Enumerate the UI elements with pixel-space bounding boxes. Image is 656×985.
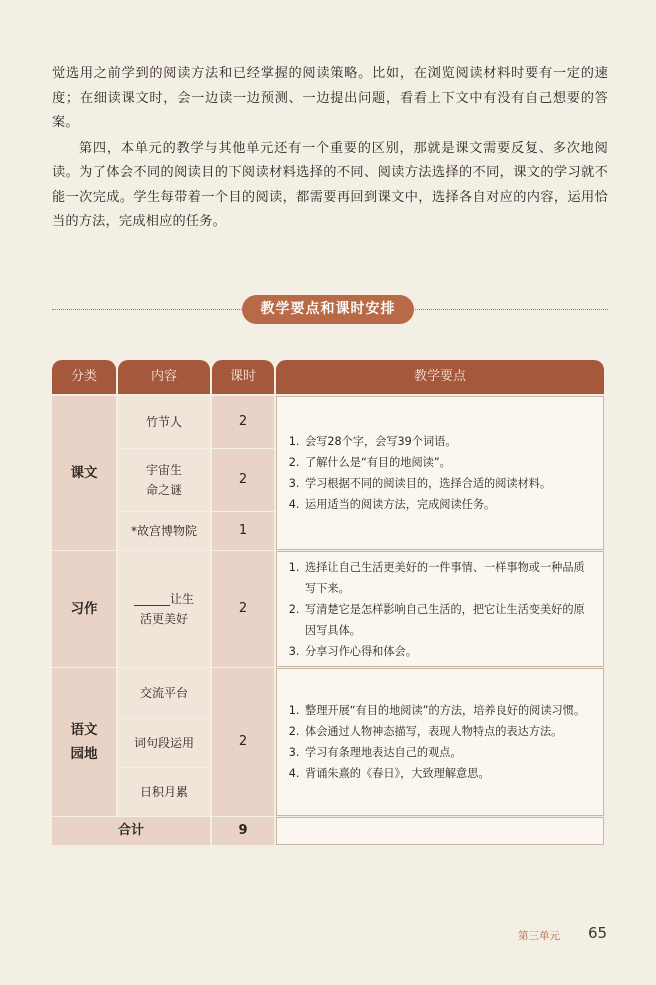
schedule-table xyxy=(52,360,604,845)
paragraph-1: 觉选用之前学到的阅读方法和已经掌握的阅读策略。比如，在浏览阅读材料时要有一定的速度；在细读课文时，会一边读一边预测、一边提出问题，看看上下文中有没有自己想要的答案。 xyxy=(52,66,608,130)
paragraph-2: 第四，本单元的教学与其他单元还有一个重要的区别，那就是课文需要反复、多次地阅读。为了体会不同的阅读目的下阅读材料选择的不同、阅读方法选择的不同，课文的学习就不能一次完成。学生每带着一个目的阅读，都需要再回到课文中，选择各自对应的内容，运用恰当的方法，完成相应的任务。 xyxy=(52,140,608,229)
content-jiaoliu: 交流平台 xyxy=(118,668,210,718)
content-gugong: *故宫博物院 xyxy=(118,512,210,550)
list-item: 2. 了解什么是“有目的地阅读”。 xyxy=(303,452,551,473)
list-item: 4. 背诵朱熹的《春日》，大致理解意思。 xyxy=(303,763,585,784)
list-item: 4. 运用适当的阅读方法，完成阅读任务。 xyxy=(303,494,551,515)
page-number: 65 xyxy=(588,924,608,942)
list-item: 3. 学习有条理地表达自己的观点。 xyxy=(303,742,585,763)
hours-xizuo: 2 xyxy=(212,551,274,667)
content-riji: 日积月累 xyxy=(118,768,210,816)
hours-gugong: 1 xyxy=(212,512,274,550)
section-header xyxy=(52,292,608,328)
list-item: 3. 学习根据不同的阅读目的，选择合适的阅读材料。 xyxy=(303,473,551,494)
hours-zhujieren: 2 xyxy=(212,396,274,448)
key-points-xizuo xyxy=(276,551,604,667)
content-zhujieren: 竹节人 xyxy=(118,396,210,448)
section-title: 教学要点和课时安排 xyxy=(242,295,414,324)
content-yuzhou: 宇宙生 命之谜 xyxy=(118,449,210,511)
list-item: 3. 分享习作心得和体会。 xyxy=(303,641,589,662)
header-hours: 课时 xyxy=(212,360,274,394)
total-hours: 9 xyxy=(212,817,274,845)
total-label: 合计 xyxy=(52,817,210,845)
content-ciju: 词句段运用 xyxy=(118,719,210,767)
category-kewen: 课文 xyxy=(52,396,116,550)
list-item: 2. 写清楚它是怎样影响自己生活的，把它让生活变美好的原因写具体。 xyxy=(303,599,589,641)
list-item: 2. 体会通过人物神态描写，表现人物特点的表达方法。 xyxy=(303,721,585,742)
unit-label: 第三单元 xyxy=(518,930,560,942)
hours-yuwenyuandi: 2 xyxy=(212,668,274,816)
header-category: 分类 xyxy=(52,360,116,394)
key-points-yuwenyuandi xyxy=(276,668,604,816)
key-points-kewen xyxy=(276,396,604,550)
list-item: 1. 整理开展“有目的地阅读”的方法，培养良好的阅读习惯。 xyxy=(303,700,585,721)
category-xizuo: 习作 xyxy=(52,551,116,667)
category-yuwenyuandi: 语文 园地 xyxy=(52,668,116,816)
list-item: 1. 会写28个字，会写39个词语。 xyxy=(303,431,551,452)
header-content: 内容 xyxy=(118,360,210,394)
total-empty-cell xyxy=(276,817,604,845)
header-key-points: 教学要点 xyxy=(276,360,604,394)
content-xizuo: ______让生 活更美好 xyxy=(118,551,210,667)
hours-yuzhou: 2 xyxy=(212,449,274,511)
list-item: 1. 选择让自己生活更美好的一件事情、一样事物或一种品质写下来。 xyxy=(303,557,589,599)
body-text xyxy=(52,62,608,235)
